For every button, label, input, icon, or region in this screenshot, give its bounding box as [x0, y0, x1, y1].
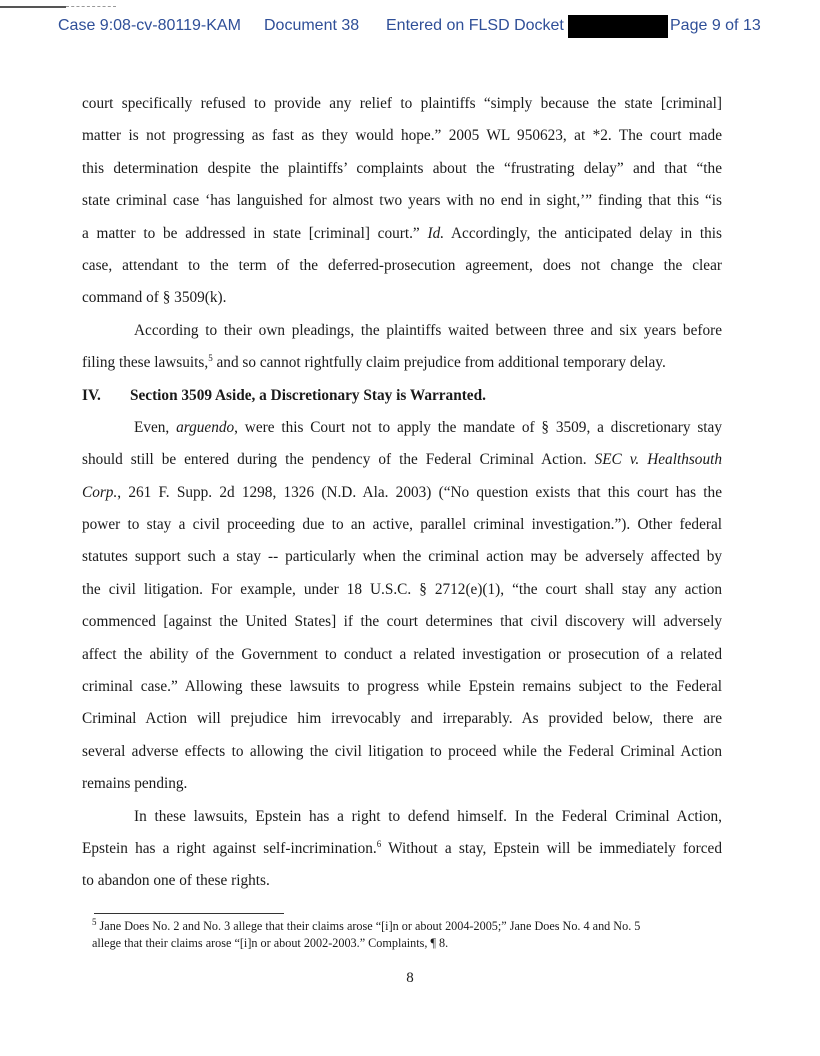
- footnote-ref: 5: [208, 353, 213, 364]
- text-line: case, attendant to the term of the deferred-prosecution agreement, does not change the clear: [82, 256, 722, 274]
- footnote-ref: 6: [376, 838, 382, 849]
- text-line: remains pending.: [82, 775, 188, 793]
- page-count: Page 9 of 13: [670, 17, 761, 34]
- text-line: court specifically refused to provide any relief to plaintiffs “simply because the state [criminal]: [82, 95, 722, 112]
- text-line: criminal case.” Allowing these lawsuits to progress while Epstein remains subject to the Federal: [82, 678, 722, 696]
- section-number: IV.: [82, 386, 101, 404]
- text-line: affect the ability of the Government to conduct a related investigation or prosecution of a related: [82, 645, 722, 663]
- footnote: [92, 918, 726, 952]
- document-body: [82, 88, 722, 898]
- text-line: In these lawsuits, Epstein has a right to defend himself. In the Federal Criminal Action,: [134, 807, 722, 825]
- text-line: Criminal Action will prejudice him irrevocably and irreparably. As provided below, there are: [82, 710, 722, 728]
- text-line: this determination despite the plaintiffs’ complaints about the “frustrating delay” and that “the: [82, 159, 722, 177]
- court-header: [58, 17, 778, 41]
- footnote-marker: 5: [92, 916, 97, 927]
- citation-id: Id.: [427, 224, 445, 242]
- docket-entry-label: Entered on FLSD Docket: [386, 17, 564, 34]
- text-line: Epstein has a right against self-incrimination.$^6$ Without a stay, Epstein will be immediately forced: [82, 838, 722, 857]
- redaction-box: [568, 15, 668, 38]
- footnote-line: $^5$ Jane Does No. 2 and No. 3 allege that their claims arose “[i]n or about 2004-2005;” Jane Does No. 4 and No. 5: [92, 916, 641, 933]
- section-heading: [82, 380, 722, 412]
- text-line: power to stay a civil proceeding due to an active, parallel criminal investigation.”). Other federal: [82, 516, 722, 534]
- text-line: command of § 3509(k).: [82, 289, 227, 307]
- footnote-divider: [94, 913, 284, 914]
- text-line: matter is not progressing as fast as they would hope.” 2005 WL 950623, at *2. The court made: [82, 127, 722, 145]
- section-title: Section 3509 Aside, a Discretionary Stay is Warranted.: [130, 386, 486, 404]
- text-line: should still be entered during the pendency of the Federal Criminal Action. SEC v. Healthsouth: [82, 451, 722, 469]
- scan-artifact: [66, 6, 116, 7]
- text-line: statutes support such a stay -- particularly when the criminal action may be adversely affected by: [82, 548, 722, 566]
- scan-artifact: [0, 6, 66, 8]
- text-line: According to their own pleadings, the plaintiffs waited between three and six years before: [134, 321, 722, 339]
- text-line: state criminal case ‘has languished for almost two years with no end in sight,’” finding that this “is: [82, 192, 722, 210]
- text-line: Even, arguendo, were this Court not to apply the mandate of § 3509, a discretionary stay: [134, 418, 722, 436]
- text-line: filing these lawsuits,$^5$ and so cannot rightfully claim prejudice from additional temporary delay.: [82, 353, 666, 372]
- text-line: Corp., 261 F. Supp. 2d 1298, 1326 (N.D. Ala. 2003) (“No question exists that this court has the: [82, 483, 722, 501]
- page-number: 8: [406, 970, 414, 986]
- text-line: a matter to be addressed in state [criminal] court.” Id. Accordingly, the anticipated delay in this: [82, 224, 723, 242]
- case-number: Case 9:08-cv-80119-KAM: [58, 17, 241, 34]
- text-line: to abandon one of these rights.: [82, 872, 270, 890]
- text-line: several adverse effects to allowing the civil litigation to proceed while the Federal Criminal Action: [82, 742, 722, 760]
- text-line: commenced [against the United States] if the court determines that civil discovery will adversely: [82, 613, 722, 631]
- footnote-line: allege that their claims arose “[i]n or about 2002-2003.” Complaints, ¶ 8.: [92, 936, 449, 950]
- document-number: Document 38: [264, 17, 360, 34]
- text-line: the civil litigation. For example, under 18 U.S.C. § 2712(e)(1), “the court shall stay any action: [82, 580, 722, 598]
